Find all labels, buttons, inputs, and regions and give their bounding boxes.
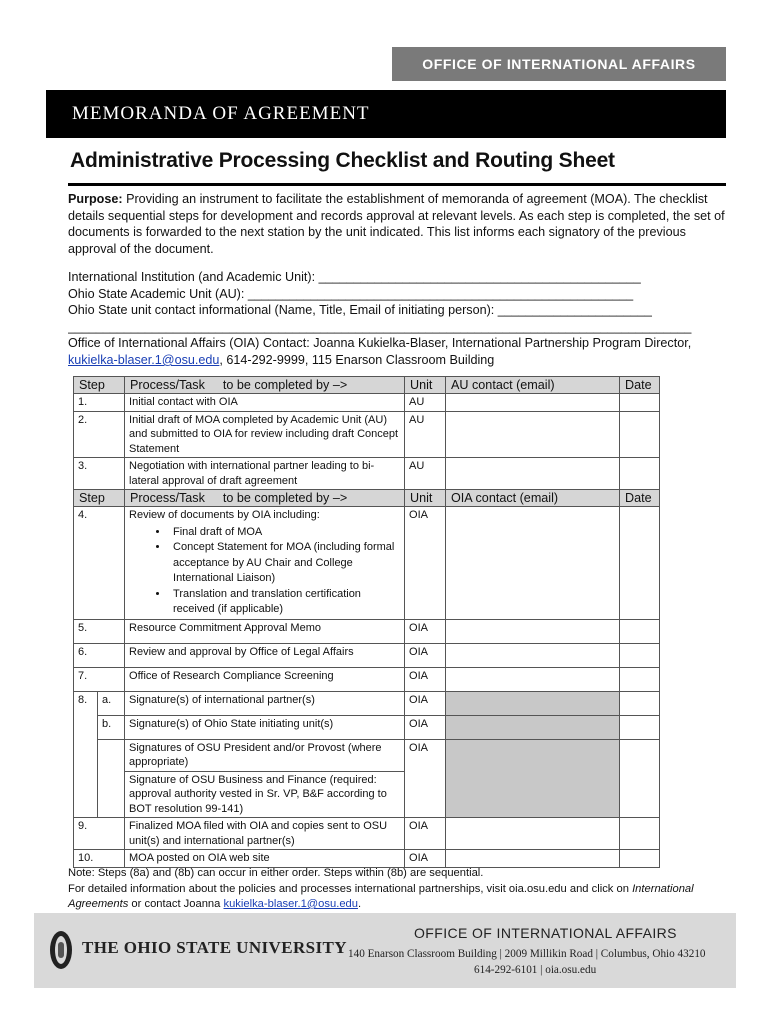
task-text: Office of Research Compliance Screening <box>125 667 405 691</box>
unit-cell: OIA <box>405 739 446 818</box>
routing-table <box>73 376 660 868</box>
note-text-end: . <box>357 898 362 910</box>
office-banner: OFFICE OF INTERNATIONAL AFFAIRS <box>392 47 726 81</box>
task-text: Signatures of OSU President and/or Provost (where appropriate) <box>125 739 405 771</box>
note-email-link[interactable]: kukielka-blaser.1@osu.edu <box>223 898 358 910</box>
footer-office-name: OFFICE OF INTERNATIONAL AFFAIRS <box>414 925 677 941</box>
contact-cell[interactable] <box>446 850 620 868</box>
table-header-au <box>74 377 660 394</box>
note-line-1: Note: Steps (8a) and (8b) can occur in either order. Steps within (8b) are sequential. <box>68 867 484 879</box>
header-task <box>125 377 405 394</box>
contact-cell[interactable] <box>446 394 620 412</box>
note-italic-text: International Agreements <box>68 882 694 910</box>
academic-unit-field[interactable]: Ohio State Academic Unit (AU): _______________________________________________________ <box>68 286 634 301</box>
step-number: 5. <box>74 619 125 643</box>
unit-cell: OIA <box>405 715 446 739</box>
date-cell[interactable] <box>620 619 660 643</box>
step-number: 9. <box>74 818 125 850</box>
sub-step-empty <box>98 771 125 818</box>
table-row <box>74 850 660 868</box>
unit-cell: OIA <box>405 850 446 868</box>
document-title: Administrative Processing Checklist and Routing Sheet <box>70 149 615 172</box>
task-text: MOA posted on OIA web site <box>125 850 405 868</box>
step-number: 2. <box>74 411 125 458</box>
sub-step: a. <box>98 691 125 715</box>
date-cell[interactable] <box>620 507 660 620</box>
header-date: Date <box>620 490 660 507</box>
step-number: 4. <box>74 507 125 620</box>
task-text: Resource Commitment Approval Memo <box>125 619 405 643</box>
unit-cell: AU <box>405 394 446 412</box>
note-paragraph <box>68 866 728 913</box>
header-step: Step <box>74 490 125 507</box>
list-item: • Translation and translation certification received (if applicable) <box>169 587 400 618</box>
task-text: Finalized MOA filed with OIA and copies sent to OSU unit(s) and international partner(s) <box>125 818 405 850</box>
date-cell[interactable] <box>620 818 660 850</box>
step-number-empty <box>74 771 98 818</box>
section-title-bar <box>46 90 726 138</box>
task-text: Signature of OSU Business and Finance (required: approval authority vested in Sr. VP, B&F according to BOT resolution 99-141) <box>125 771 405 818</box>
header-oia-contact: OIA contact (email) <box>446 490 620 507</box>
unit-cell: OIA <box>405 667 446 691</box>
header-completed-by: to be completed by –> <box>222 491 348 505</box>
unit-cell: OIA <box>405 691 446 715</box>
date-cell[interactable] <box>620 458 660 490</box>
sub-step-empty <box>98 739 125 771</box>
blank-line-field[interactable]: _________________________________________________________________________________________ <box>68 319 692 334</box>
section-title: MEMORANDA OF AGREEMENT <box>72 103 370 124</box>
contact-cell-shaded <box>446 691 620 715</box>
task-text: Initial contact with OIA <box>125 394 405 412</box>
task-text: Signature(s) of Ohio State initiating unit(s) <box>125 715 405 739</box>
task-text: Signature(s) of international partner(s) <box>125 691 405 715</box>
oia-contact <box>68 335 728 368</box>
date-cell[interactable] <box>620 715 660 739</box>
footer-address: 140 Enarson Classroom Building | 2009 Millikin Road | Columbus, Ohio 43210 <box>348 948 706 960</box>
header-unit: Unit <box>405 377 446 394</box>
date-cell[interactable] <box>620 850 660 868</box>
unit-contact-field[interactable]: Ohio State unit contact informational (Name, Title, Email of initiating person): ______________________ <box>68 303 652 318</box>
contact-cell[interactable] <box>446 667 620 691</box>
table-row <box>74 458 660 490</box>
header-completed-by: to be completed by –> <box>222 378 348 392</box>
table-row <box>74 619 660 643</box>
date-cell[interactable] <box>620 691 660 715</box>
oia-contact-email-link[interactable]: kukielka-blaser.1@osu.edu <box>68 352 220 367</box>
unit-cell: AU <box>405 411 446 458</box>
step-number: 10. <box>74 850 125 868</box>
step-number: 6. <box>74 643 125 667</box>
date-cell[interactable] <box>620 739 660 818</box>
table-row <box>74 667 660 691</box>
step-number: 3. <box>74 458 125 490</box>
page-footer <box>34 913 736 988</box>
form-fields <box>68 269 728 369</box>
date-cell[interactable] <box>620 643 660 667</box>
header-task <box>125 490 405 507</box>
date-cell[interactable] <box>620 394 660 412</box>
purpose-label: Purpose: <box>68 192 123 206</box>
task-text: Negotiation with international partner leading to bi-lateral approval of draft agreement <box>125 458 405 490</box>
step-number: 8. <box>74 691 98 715</box>
contact-cell-shaded <box>446 715 620 739</box>
table-row <box>74 818 660 850</box>
contact-cell[interactable] <box>446 507 620 620</box>
step-number: 7. <box>74 667 125 691</box>
unit-cell: AU <box>405 458 446 490</box>
table-row <box>74 411 660 458</box>
step-number-empty <box>74 715 98 739</box>
table-row <box>74 691 660 715</box>
unit-cell: OIA <box>405 643 446 667</box>
sub-step: b. <box>98 715 125 739</box>
step-number-empty <box>74 739 98 771</box>
date-cell[interactable] <box>620 411 660 458</box>
contact-cell[interactable] <box>446 818 620 850</box>
review-list <box>129 525 400 618</box>
table-header-oia <box>74 490 660 507</box>
header-date: Date <box>620 377 660 394</box>
header-au-contact: AU contact (email) <box>446 377 620 394</box>
purpose-text: Providing an instrument to facilitate the establishment of memoranda of agreement (MOA). The checklist details sequential steps for development and records approval at relevant levels. As each step is completed, the set of documents is forwarded to the next station by the unit indicated. This list informs each signatory of the previous approval of the document. <box>68 192 725 256</box>
contact-cell[interactable] <box>446 411 620 458</box>
unit-cell: OIA <box>405 818 446 850</box>
purpose-paragraph <box>68 191 728 257</box>
header-task-label: Process/Task <box>130 491 205 505</box>
note-text-mid: or contact Joanna <box>128 898 224 910</box>
contact-cell-shaded <box>446 739 620 818</box>
table-row <box>74 394 660 412</box>
oia-contact-details: , 614-292-9999, 115 Enarson Classroom Building <box>219 352 495 367</box>
table-row <box>74 507 660 620</box>
block-o-logo-icon <box>50 931 72 969</box>
unit-cell: OIA <box>405 619 446 643</box>
note-text: For detailed information about the policies and processes international partnerships, visit oia.osu.edu and click on <box>68 882 633 895</box>
institution-field[interactable]: International Institution (and Academic Unit): ______________________________________________ <box>68 270 641 284</box>
contact-cell[interactable] <box>446 619 620 643</box>
date-cell[interactable] <box>620 667 660 691</box>
list-item: • Final draft of MOA <box>169 525 400 541</box>
header-step: Step <box>74 377 125 394</box>
task-lead: Review of documents by OIA including: <box>129 509 320 521</box>
unit-cell: OIA <box>405 507 446 620</box>
table-row <box>74 643 660 667</box>
header-task-label: Process/Task <box>130 378 205 392</box>
table-row <box>74 739 660 771</box>
note-line-2 <box>68 882 728 913</box>
contact-cell[interactable] <box>446 458 620 490</box>
task-text: Initial draft of MOA completed by Academic Unit (AU) and submitted to OIA for review including draft Concept Statement <box>125 411 405 458</box>
footer-contact: 614-292-6101 | oia.osu.edu <box>474 964 597 976</box>
table-row <box>74 715 660 739</box>
title-divider <box>68 183 726 186</box>
step-number: 1. <box>74 394 125 412</box>
task-text: Review and approval by Office of Legal Affairs <box>125 643 405 667</box>
task-text <box>125 507 405 620</box>
header-unit: Unit <box>405 490 446 507</box>
university-name: THE OHIO STATE UNIVERSITY <box>82 938 347 957</box>
contact-cell[interactable] <box>446 643 620 667</box>
list-item: • Concept Statement for MOA (including formal acceptance by AU Chair and College International Liaison) <box>169 540 400 587</box>
oia-contact-text: Office of International Affairs (OIA) Contact: Joanna Kukielka-Blaser, International Partnership Program Director, <box>68 336 692 351</box>
